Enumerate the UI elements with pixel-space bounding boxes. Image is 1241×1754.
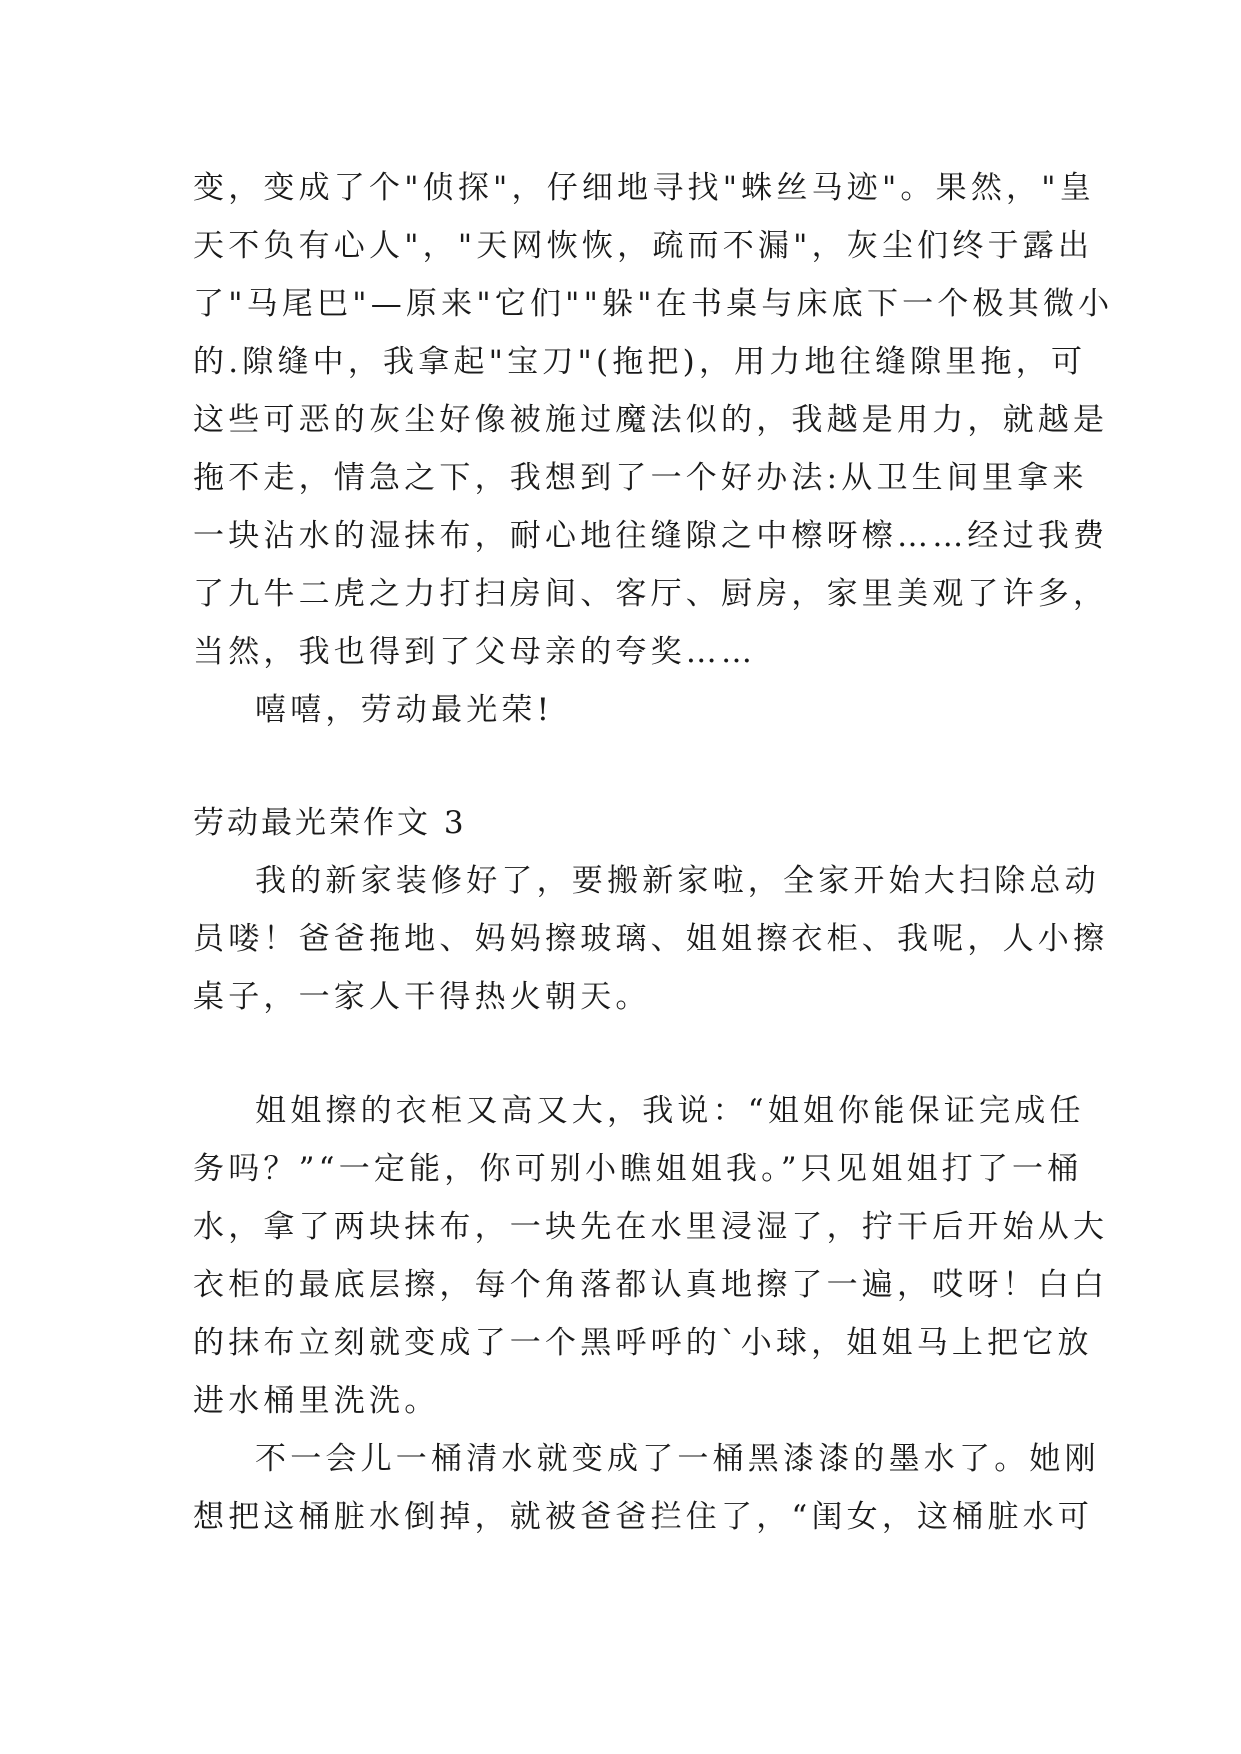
text-line: 一块沾水的湿抹布，耐心地往缝隙之中檫呀檫……经过我费 (193, 518, 1109, 554)
text-line: 天不负有心人"，"天网恢恢，疏而不漏"，灰尘们终于露出 (193, 228, 1094, 264)
text-line: 想把这桶脏水倒掉，就被爸爸拦住了，“闺女，这桶脏水可 (193, 1499, 1094, 1535)
text-line: 务吗？”“一定能，你可别小瞧姐姐我。”只见姐姐打了一桶 (193, 1151, 1083, 1187)
text-line: 了"马尾巴"—原来"它们""躲"在书桌与床底下一个极其微小 (193, 286, 1114, 322)
closing-line: 嘻嘻，劳动最光荣! (255, 692, 554, 728)
text-line: 的抹布立刻就变成了一个黑呼呼的`小球，姐姐马上把它放 (193, 1325, 1093, 1361)
text-line: 衣柜的最底层擦，每个角落都认真地擦了一遍，哎呀！白白 (193, 1267, 1109, 1303)
essay-title: 劳动最光荣作文 3 (193, 805, 467, 841)
text-line: 了九牛二虎之力打扫房间、客厅、厨房，家里美观了许多， (193, 576, 1109, 612)
text-line: 我的新家装修好了，要搬新家啦，全家开始大扫除总动 (255, 863, 1100, 899)
text-line: 员喽！爸爸拖地、妈妈擦玻璃、姐姐擦衣柜、我呢，人小擦 (193, 921, 1109, 957)
text-line: 变，变成了个"侦探"，仔细地寻找"蛛丝马迹"。果然，"皇 (193, 170, 1095, 206)
text-line: 不一会儿一桶清水就变成了一桶黑漆漆的墨水了。她刚 (255, 1441, 1100, 1477)
text-line: 的.隙缝中，我拿起"宝刀"(拖把)，用力地往缝隙里拖，可 (193, 344, 1087, 380)
text-line: 桌子，一家人干得热火朝天。 (193, 979, 651, 1015)
text-line: 当然，我也得到了父母亲的夸奖…… (193, 634, 757, 670)
text-line: 这些可恶的灰尘好像被施过魔法似的，我越是用力，就越是 (193, 402, 1109, 438)
text-line: 姐姐擦的衣柜又高又大，我说：“姐姐你能保证完成任 (255, 1093, 1085, 1129)
text-line: 拖不走，情急之下，我想到了一个好办法:从卫生间里拿来 (193, 460, 1088, 496)
text-line: 进水桶里洗洗。 (193, 1383, 440, 1419)
text-line: 水，拿了两块抹布，一块先在水里浸湿了，拧干后开始从大 (193, 1209, 1109, 1245)
